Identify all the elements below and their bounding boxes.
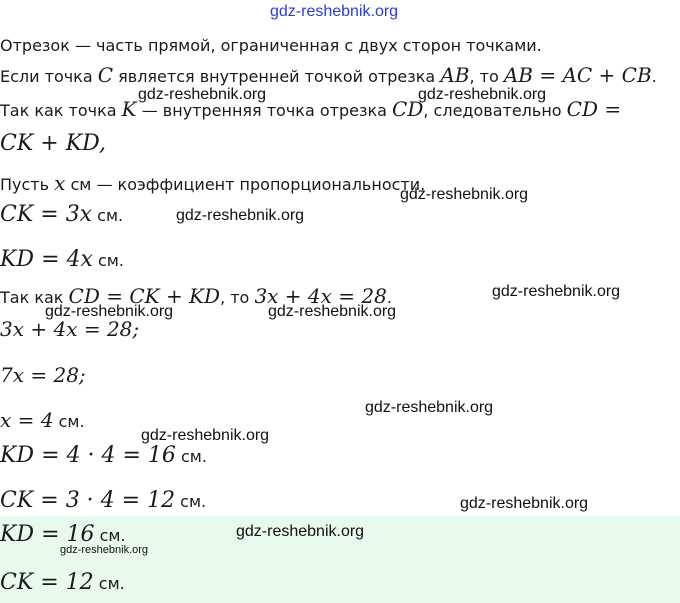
watermark: gdz-reshebnik.org xyxy=(45,303,174,320)
property-line xyxy=(0,63,657,87)
watermark: gdz-reshebnik.org xyxy=(268,303,397,320)
definition-line: Отрезок — часть прямой, ограниченная с двух сторон точками. xyxy=(0,36,542,55)
text: Так как точка xyxy=(0,101,122,120)
x-value-line xyxy=(0,408,85,432)
unit: см. xyxy=(92,206,124,225)
math: KD = 4x xyxy=(0,247,93,272)
sum-line: CK + KD, xyxy=(0,131,106,156)
ck-calc-line xyxy=(0,488,206,513)
watermark: gdz-reshebnik.org xyxy=(176,207,305,224)
kd-calc-line xyxy=(0,443,207,468)
watermark: gdz-reshebnik.org xyxy=(236,523,365,540)
math-x: x xyxy=(54,171,66,195)
math-k: K xyxy=(121,97,137,121)
math: KD = 4 · 4 = 16 xyxy=(0,443,176,468)
unit: см. xyxy=(175,447,207,466)
math-eq: CD = xyxy=(566,97,622,121)
unit: см. xyxy=(94,526,126,545)
math: 3x + 4x = 28 xyxy=(254,284,387,308)
math-ab: AB xyxy=(440,63,470,87)
math-cd: CD xyxy=(392,97,424,121)
watermark: gdz-reshebnik.org xyxy=(60,544,149,556)
unit: см. xyxy=(53,412,85,431)
ck-expr-line xyxy=(0,202,123,227)
simplified-line: 7x = 28; xyxy=(0,363,86,387)
watermark: gdz-reshebnik.org xyxy=(418,86,547,103)
math-c: C xyxy=(97,63,114,87)
text: . xyxy=(651,67,657,86)
math-eq: AB = AC + CB xyxy=(503,63,652,87)
text: Так как xyxy=(0,288,69,307)
watermark: gdz-reshebnik.org xyxy=(138,86,267,103)
math: KD = 16 xyxy=(0,522,95,547)
math: CK = 3 · 4 = 12 xyxy=(0,488,176,513)
watermark-top: gdz-reshebnik.org xyxy=(270,3,399,20)
unit: см. xyxy=(93,574,125,593)
math: CK = 12 xyxy=(0,570,94,595)
unit: см. xyxy=(92,251,124,270)
text: Пусть xyxy=(0,175,55,194)
math: x = 4 xyxy=(0,408,54,432)
watermark: gdz-reshebnik.org xyxy=(365,399,494,416)
text: , следовательно xyxy=(423,101,567,120)
text: — внутренняя точка отрезка xyxy=(136,101,393,120)
watermark: gdz-reshebnik.org xyxy=(460,495,589,512)
watermark: gdz-reshebnik.org xyxy=(492,283,621,300)
text: Если точка xyxy=(0,67,98,86)
text: , то xyxy=(469,67,504,86)
math: CK = 3x xyxy=(0,202,93,227)
text: является внутренней точкой отрезка xyxy=(113,67,441,86)
watermark: gdz-reshebnik.org xyxy=(400,186,529,203)
text: см — коэффициент пропорциональности. xyxy=(65,175,426,194)
equation-line: 3x + 4x = 28; xyxy=(0,317,140,341)
text: . xyxy=(386,288,392,307)
kd-expr-line xyxy=(0,247,124,272)
math: CD = CK + KD xyxy=(68,284,221,308)
watermark: gdz-reshebnik.org xyxy=(141,427,270,444)
answer-ck xyxy=(0,570,125,595)
text: , то xyxy=(220,288,255,307)
unit: см. xyxy=(175,492,207,511)
let-line xyxy=(0,171,425,195)
